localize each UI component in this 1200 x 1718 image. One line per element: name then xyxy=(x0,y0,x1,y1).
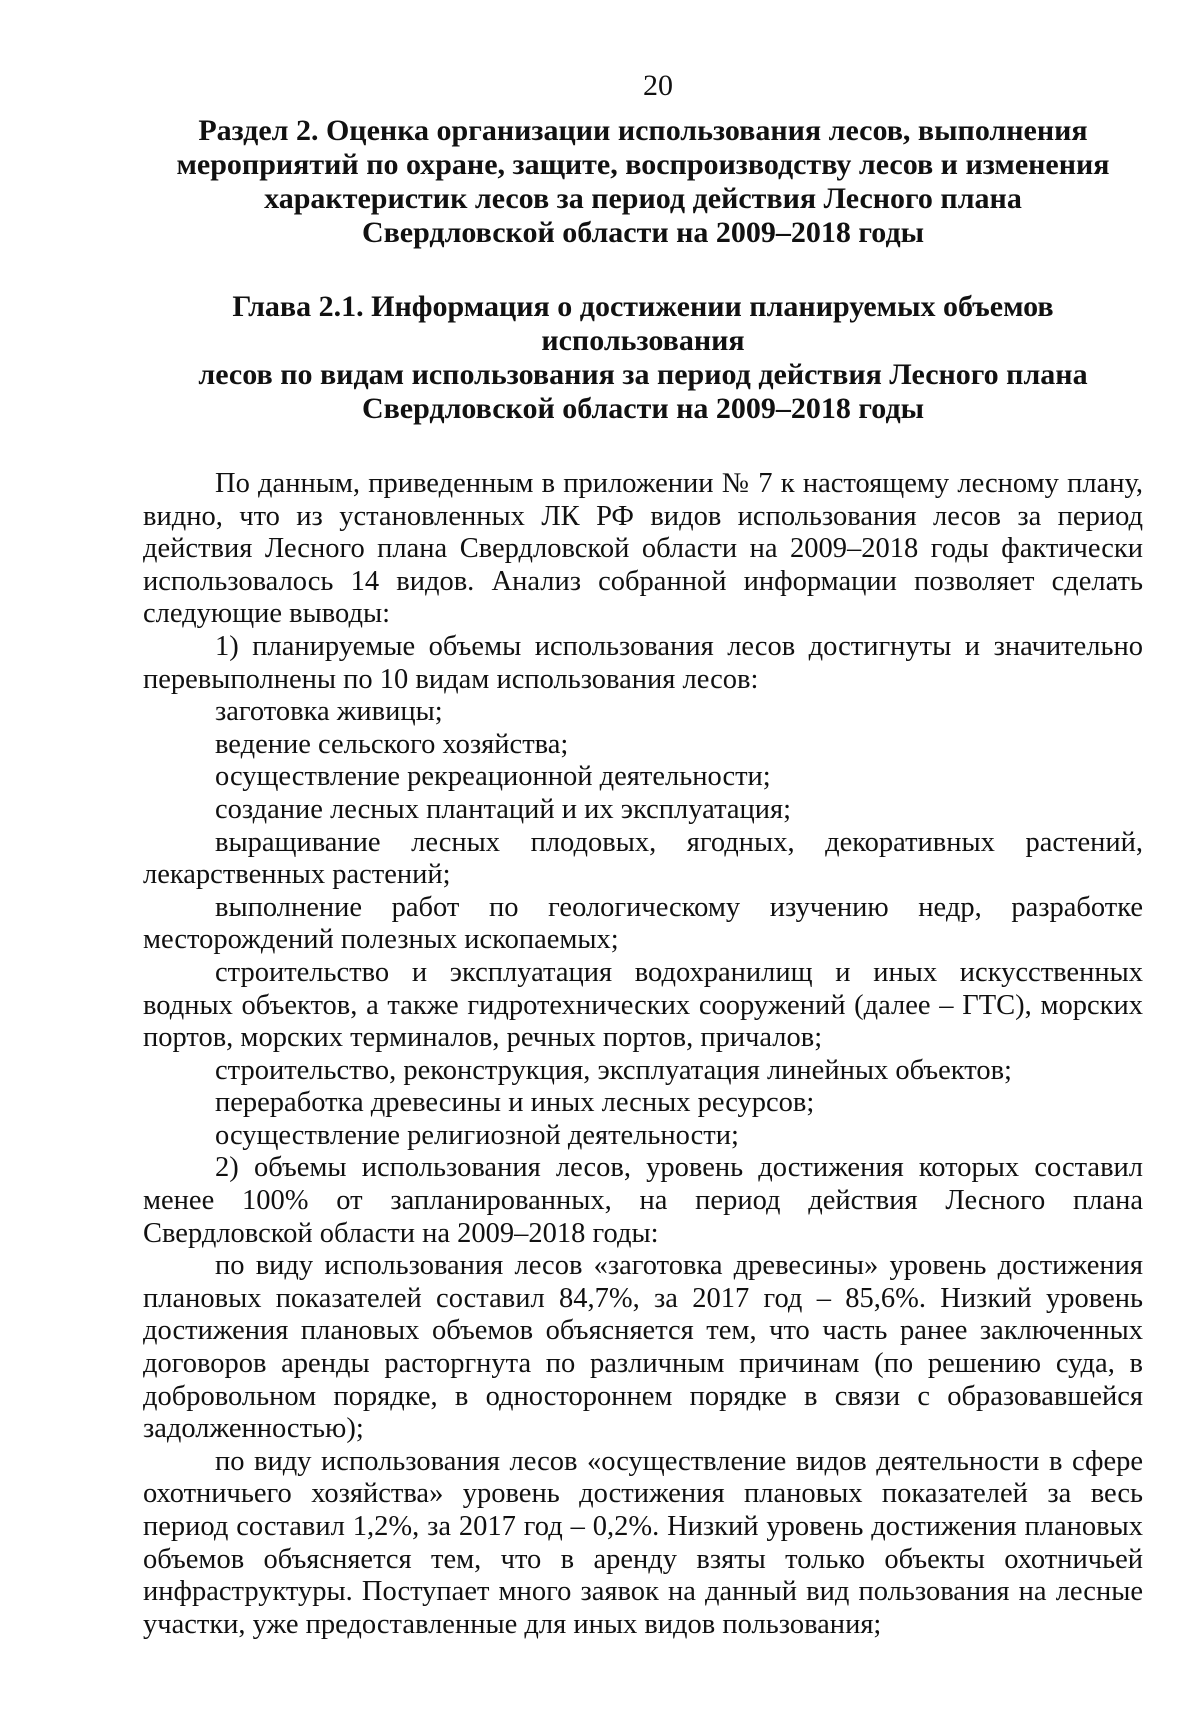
list-item: осуществление религиозной деятельности; xyxy=(215,1119,739,1151)
list-item: заготовка живицы; xyxy=(215,696,443,728)
hunting-paragraph: по виду использования лесов «осуществление видов деятельности в сфере охотничьего хозяйства» уровень достижения плановых показателей за весь период составил 1,2%, за 2017 год – 0,2%. Низкий уровень достижения плановых объемов объясняется тем, что в аренду взяты только объекты охотничьей инфраструктуры. Поступает много заявок на данный вид пользования на лесные участки, уже предоставленные для иных видов пользования; xyxy=(143,1445,1143,1640)
list-item: строительство, реконструкция, эксплуатация линейных объектов; xyxy=(215,1054,1012,1086)
section-title xyxy=(143,114,1143,250)
section-title-line: Раздел 2. Оценка организации использования лесов, выполнения xyxy=(198,114,1088,147)
page-number: 20 xyxy=(643,69,673,102)
intro-paragraph: По данным, приведенным в приложении № 7 к настоящему лесному плану, видно, что из установленных ЛК РФ видов использования лесов за период действия Лесного плана Свердловской области на 2009–2018 годы фактически использовалось 14 видов. Анализ собранной информации позволяет сделать следующие выводы: xyxy=(143,468,1143,630)
body-text xyxy=(143,468,1143,1641)
conclusion-2-paragraph: 2) объемы использования лесов, уровень достижения которых составил менее 100% от запланированных, на период действия Лесного плана Свердловской области на 2009–2018 годы: xyxy=(143,1152,1143,1249)
list-item: выполнение работ по геологическому изучению недр, разработке месторождений полезных ископаемых; xyxy=(143,891,1143,956)
list-item: строительство и эксплуатация водохранилищ и иных искусственных водных объектов, а также гидротехнических сооружений (далее – ГТС), морских портов, морских терминалов, речных портов, причалов; xyxy=(143,956,1143,1054)
list-item: ведение сельского хозяйства; xyxy=(215,728,569,760)
chapter-title-line: лесов по видам использования за период действия Лесного плана xyxy=(198,358,1088,391)
chapter-title-line: Свердловской области на 2009–2018 годы xyxy=(361,392,925,425)
document-page xyxy=(143,68,1143,1641)
section-title-line: Свердловской области на 2009–2018 годы xyxy=(361,216,925,249)
conclusion-1-paragraph: 1) планируемые объемы использования лесов достигнуты и значительно перевыполнены по 10 видам использования лесов: xyxy=(143,630,1143,695)
list-item: создание лесных плантаций и их эксплуатация; xyxy=(215,793,792,825)
section-title-line: характеристик лесов за период действия Лесного плана xyxy=(264,182,1022,215)
list-item: осуществление рекреационной деятельности; xyxy=(215,761,771,793)
section-title-line: мероприятий по охране, защите, воспроизводству лесов и изменения xyxy=(176,148,1110,181)
list-item: переработка древесины и иных лесных ресурсов; xyxy=(215,1087,815,1119)
timber-harvest-paragraph: по виду использования лесов «заготовка древесины» уровень достижения плановых показателей составил 84,7%, за 2017 год – 85,6%. Низкий уровень достижения плановых объемов объясняется тем, что часть ранее заключенных договоров аренды расторгнута по различным причинам (по решению суда, в добровольном порядке, в одностороннем порядке в связи с образовавшейся задолженностью); xyxy=(143,1250,1143,1445)
chapter-title xyxy=(143,290,1143,426)
chapter-title-line: Глава 2.1. Информация о достижении планируемых объемов использования xyxy=(232,290,1054,357)
list-item: выращивание лесных плодовых, ягодных, декоративных растений, лекарственных растений; xyxy=(143,826,1143,891)
